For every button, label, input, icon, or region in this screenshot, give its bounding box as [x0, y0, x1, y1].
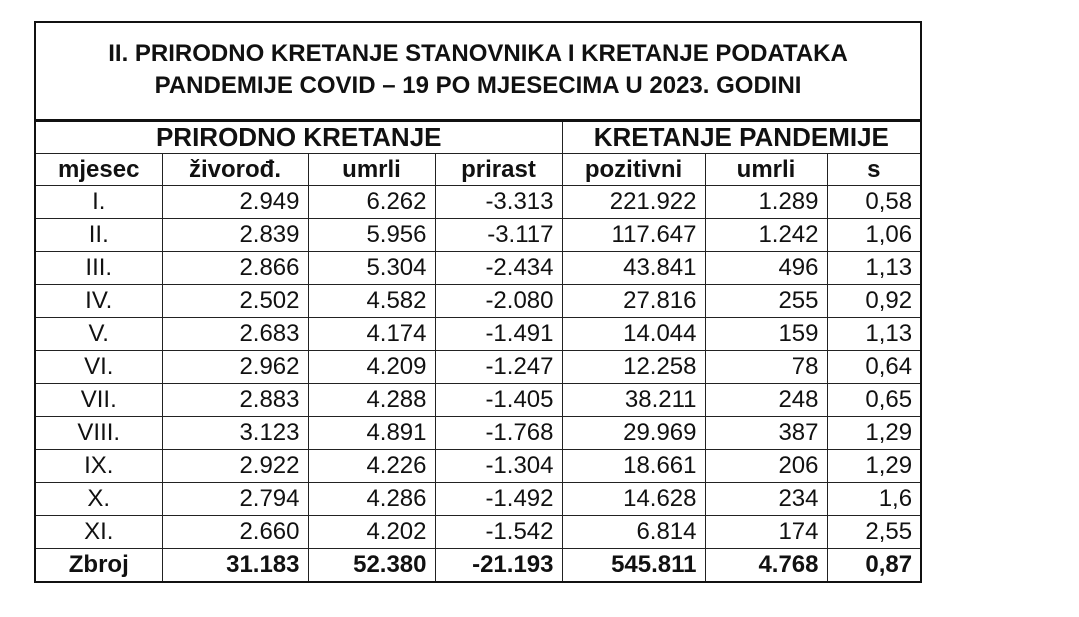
born-cell: 2.949 — [162, 185, 308, 218]
month-cell: VI. — [35, 350, 162, 383]
died-cell: 6.262 — [308, 185, 435, 218]
growth-cell: -1.768 — [435, 416, 562, 449]
born-cell: 3.123 — [162, 416, 308, 449]
born-cell: 2.502 — [162, 284, 308, 317]
group-header-row — [35, 120, 921, 153]
growth-cell: -1.405 — [435, 383, 562, 416]
positive-cell: 6.814 — [562, 515, 705, 548]
covid-died-cell: 174 — [705, 515, 827, 548]
died-cell: 5.304 — [308, 251, 435, 284]
month-cell: VII. — [35, 383, 162, 416]
table-title: II. PRIRODNO KRETANJE STANOVNIKA I KRETANJE PODATAKA PANDEMIJE COVID – 19 PO MJESECIMA U 2023. GODINI — [35, 22, 921, 120]
month-cell: I. — [35, 185, 162, 218]
growth-cell: -2.080 — [435, 284, 562, 317]
table-row — [35, 185, 921, 218]
born-cell: 2.660 — [162, 515, 308, 548]
born-cell: 2.794 — [162, 482, 308, 515]
s-cell: 1,29 — [827, 449, 921, 482]
born-cell: 2.866 — [162, 251, 308, 284]
died-cell: 4.202 — [308, 515, 435, 548]
column-header-row — [35, 153, 921, 185]
column-header-covid-died: umrli — [705, 153, 827, 185]
column-header-growth: prirast — [435, 153, 562, 185]
s-cell: 1,13 — [827, 251, 921, 284]
positive-cell: 27.816 — [562, 284, 705, 317]
table-row — [35, 449, 921, 482]
growth-cell: -1.542 — [435, 515, 562, 548]
month-cell: III. — [35, 251, 162, 284]
month-cell: X. — [35, 482, 162, 515]
positive-cell: 29.969 — [562, 416, 705, 449]
month-cell: VIII. — [35, 416, 162, 449]
table-row — [35, 350, 921, 383]
positive-cell: 14.044 — [562, 317, 705, 350]
group-header-pandemic: KRETANJE PANDEMIJE — [562, 120, 921, 153]
total-growth: -21.193 — [435, 548, 562, 582]
column-header-month: mjesec — [35, 153, 162, 185]
month-cell: IV. — [35, 284, 162, 317]
born-cell: 2.839 — [162, 218, 308, 251]
column-header-died: umrli — [308, 153, 435, 185]
statistics-document — [34, 21, 920, 583]
died-cell: 4.226 — [308, 449, 435, 482]
covid-died-cell: 206 — [705, 449, 827, 482]
month-cell: V. — [35, 317, 162, 350]
died-cell: 4.209 — [308, 350, 435, 383]
table-row — [35, 317, 921, 350]
positive-cell: 43.841 — [562, 251, 705, 284]
positive-cell: 117.647 — [562, 218, 705, 251]
table-row — [35, 383, 921, 416]
covid-died-cell: 387 — [705, 416, 827, 449]
died-cell: 4.174 — [308, 317, 435, 350]
s-cell: 0,58 — [827, 185, 921, 218]
covid-died-cell: 248 — [705, 383, 827, 416]
table-row — [35, 482, 921, 515]
born-cell: 2.683 — [162, 317, 308, 350]
born-cell: 2.962 — [162, 350, 308, 383]
s-cell: 0,64 — [827, 350, 921, 383]
died-cell: 5.956 — [308, 218, 435, 251]
total-s: 0,87 — [827, 548, 921, 582]
s-cell: 0,92 — [827, 284, 921, 317]
died-cell: 4.582 — [308, 284, 435, 317]
covid-died-cell: 1.289 — [705, 185, 827, 218]
s-cell: 1,06 — [827, 218, 921, 251]
group-header-natural: PRIRODNO KRETANJE — [35, 120, 562, 153]
title-row — [35, 22, 921, 120]
died-cell: 4.286 — [308, 482, 435, 515]
s-cell: 1,13 — [827, 317, 921, 350]
growth-cell: -1.492 — [435, 482, 562, 515]
growth-cell: -2.434 — [435, 251, 562, 284]
growth-cell: -1.491 — [435, 317, 562, 350]
total-born: 31.183 — [162, 548, 308, 582]
growth-cell: -3.117 — [435, 218, 562, 251]
month-cell: IX. — [35, 449, 162, 482]
born-cell: 2.922 — [162, 449, 308, 482]
total-label: Zbroj — [35, 548, 162, 582]
table-row — [35, 218, 921, 251]
growth-cell: -3.313 — [435, 185, 562, 218]
month-cell: XI. — [35, 515, 162, 548]
died-cell: 4.288 — [308, 383, 435, 416]
growth-cell: -1.247 — [435, 350, 562, 383]
table-row — [35, 416, 921, 449]
died-cell: 4.891 — [308, 416, 435, 449]
month-cell: II. — [35, 218, 162, 251]
positive-cell: 14.628 — [562, 482, 705, 515]
positive-cell: 18.661 — [562, 449, 705, 482]
table-row — [35, 251, 921, 284]
column-header-born: živorođ. — [162, 153, 308, 185]
covid-died-cell: 255 — [705, 284, 827, 317]
table-row — [35, 284, 921, 317]
total-positive: 545.811 — [562, 548, 705, 582]
positive-cell: 12.258 — [562, 350, 705, 383]
column-header-s: s — [827, 153, 921, 185]
positive-cell: 221.922 — [562, 185, 705, 218]
total-row — [35, 548, 921, 582]
born-cell: 2.883 — [162, 383, 308, 416]
total-covid-died: 4.768 — [705, 548, 827, 582]
s-cell: 2,55 — [827, 515, 921, 548]
s-cell: 1,6 — [827, 482, 921, 515]
total-died: 52.380 — [308, 548, 435, 582]
s-cell: 1,29 — [827, 416, 921, 449]
covid-died-cell: 78 — [705, 350, 827, 383]
positive-cell: 38.211 — [562, 383, 705, 416]
table-row — [35, 515, 921, 548]
covid-died-cell: 159 — [705, 317, 827, 350]
column-header-positive: pozitivni — [562, 153, 705, 185]
covid-died-cell: 234 — [705, 482, 827, 515]
growth-cell: -1.304 — [435, 449, 562, 482]
covid-died-cell: 1.242 — [705, 218, 827, 251]
s-cell: 0,65 — [827, 383, 921, 416]
table-body — [35, 185, 921, 548]
monthly-statistics-table — [34, 21, 922, 583]
covid-died-cell: 496 — [705, 251, 827, 284]
